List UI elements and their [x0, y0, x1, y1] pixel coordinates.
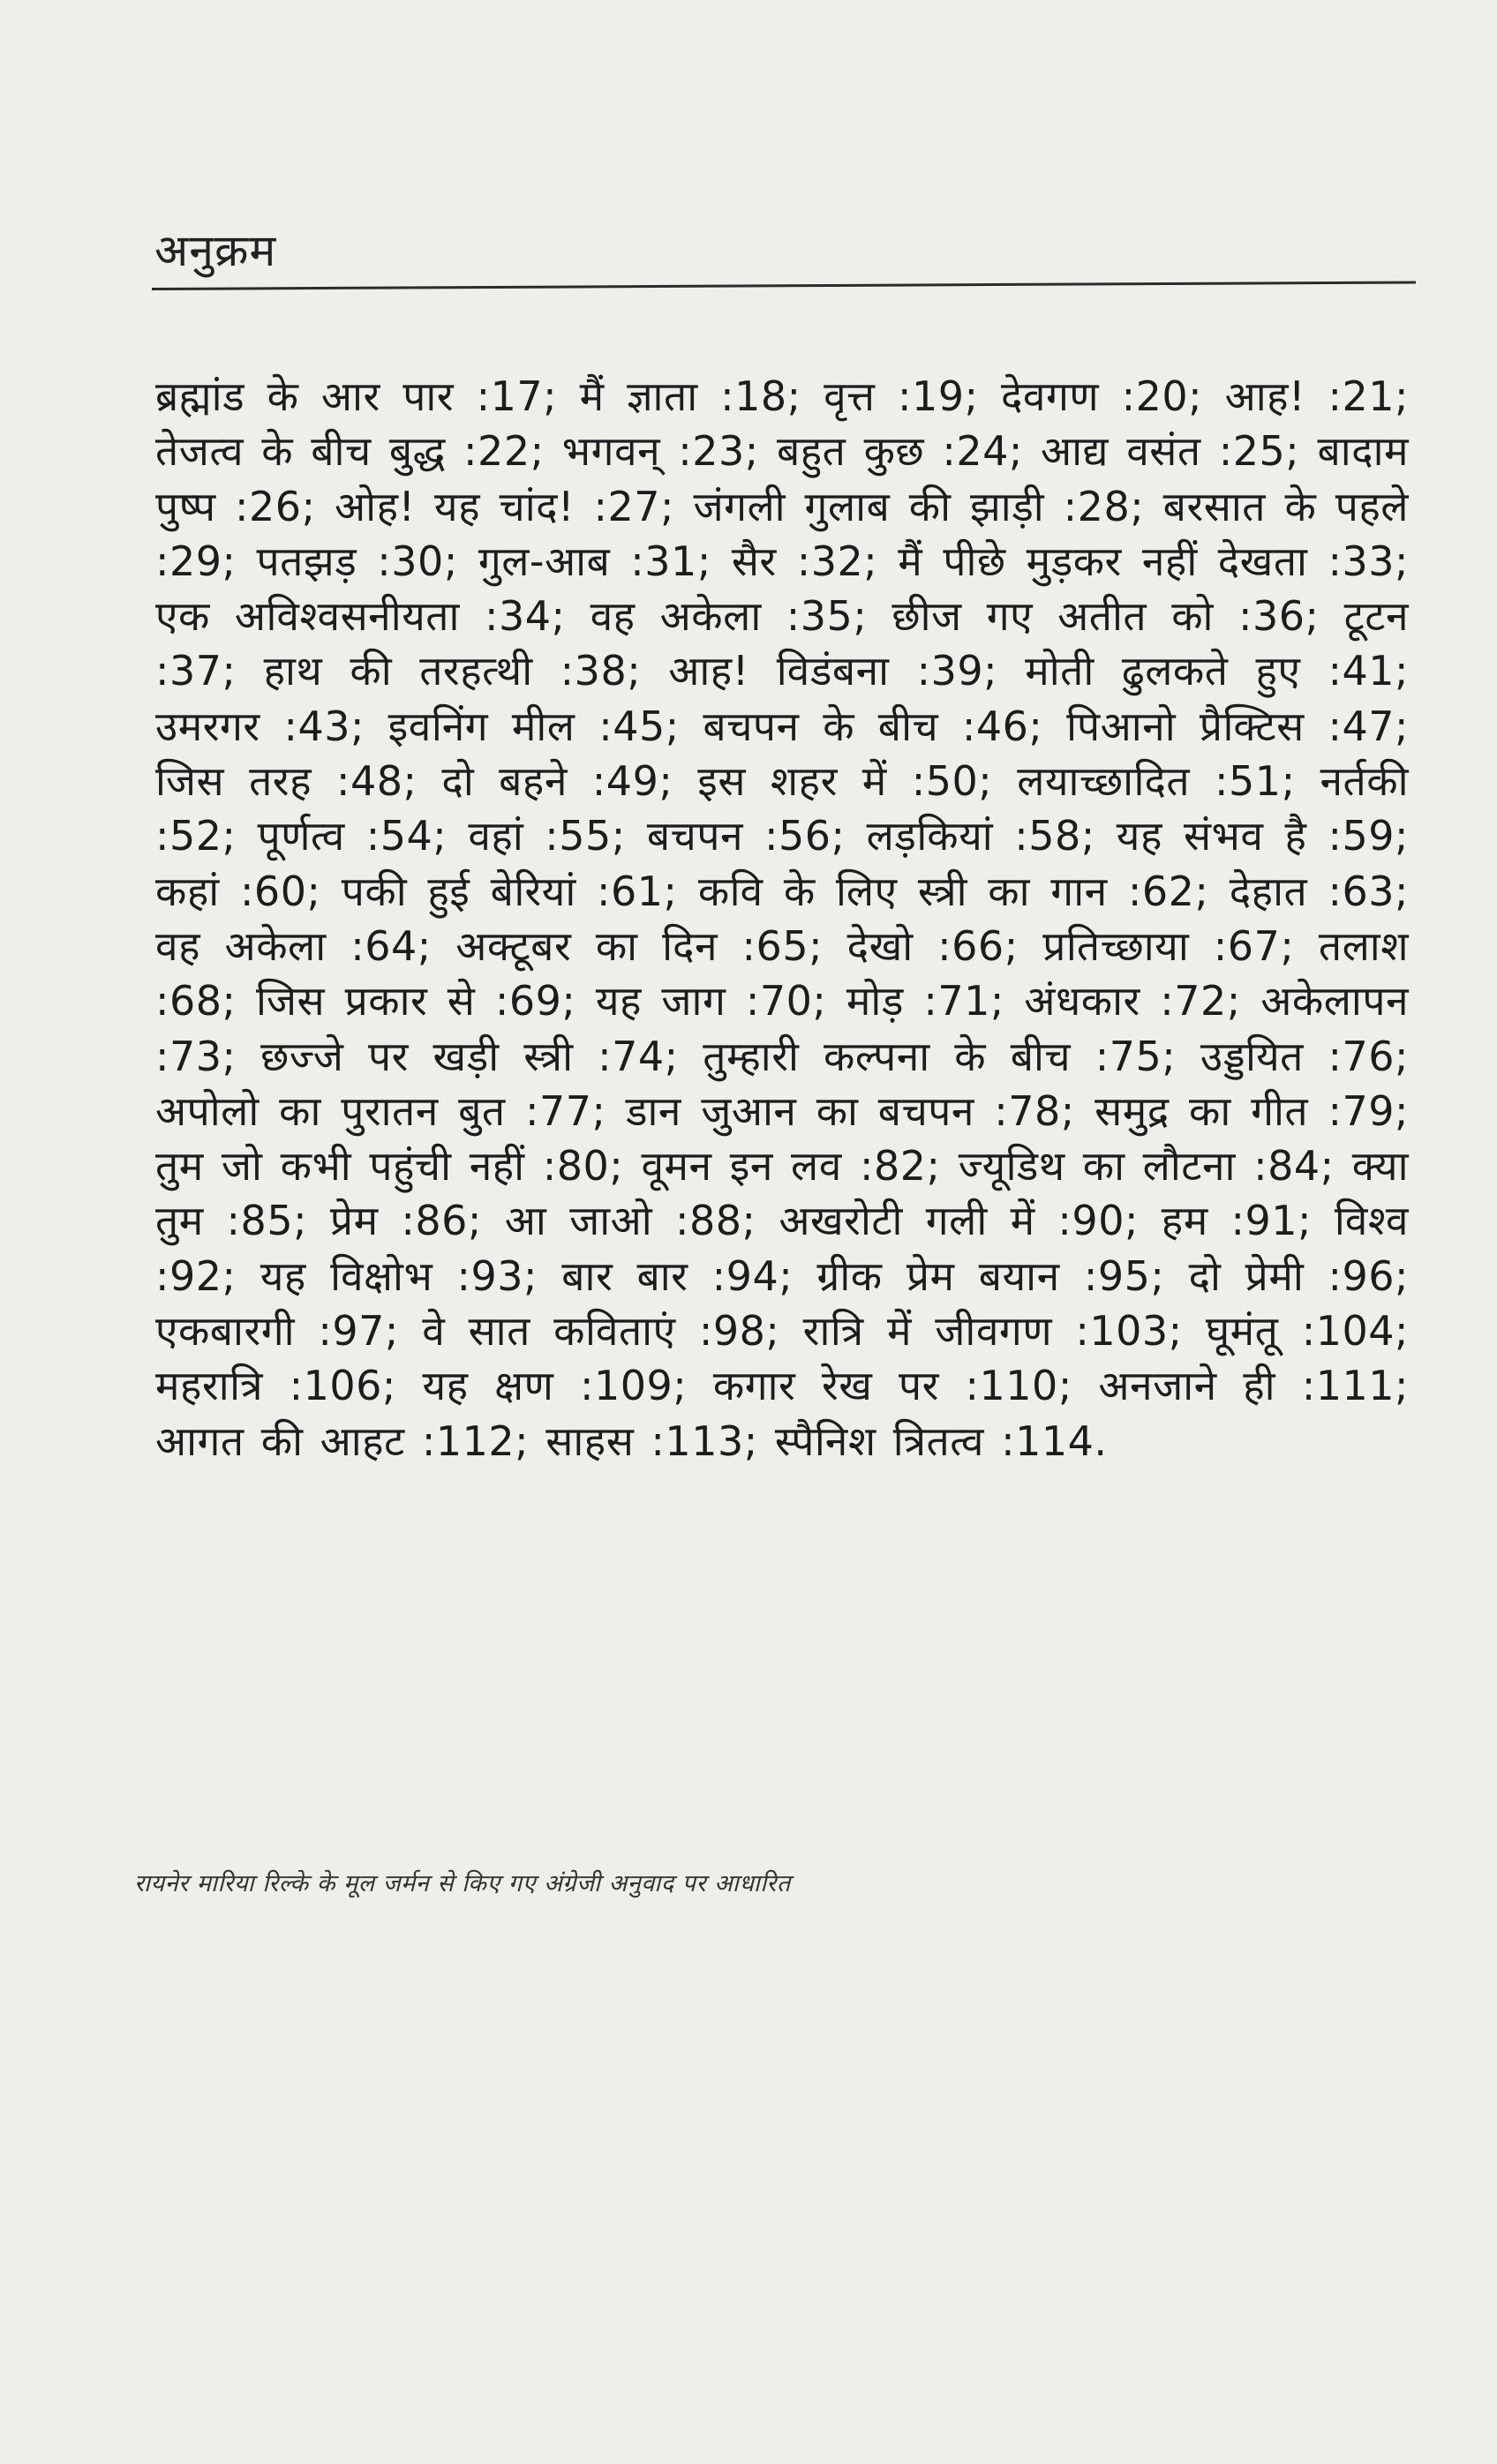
- contents-paragraph: ब्रह्मांड के आर पार :17; मैं ज्ञाता :18; वृत्त :19; देवगण :20; आह! :21; तेजत्व के बीच बुद्ध :22; भगवन् :23; बहुत कुछ :24; आद्य वसंत :25; बादाम पुष्प :26; ओह! यह चांद! :27; जंगली गुलाब की झाड़ी :28; बरसात के पहले :29; पतझड़ :30; गुल-आब :31; सैर :32; मैं पीछे मुड़कर नहीं देखता :33; एक अविश्वसनीयता :34; वह अकेला :35; छीज गए अतीत को :36; टूटन :37; हाथ की तरहत्थी :38; आह! विडंबना :39; मोती ढुलकते हुए :41; उमरगर :43; इवनिंग मील :45; बचपन के बीच :46; पिआनो प्रैक्टिस :47; जिस तरह :48; दो बहने :49; इस शहर में :50; लयाच्छादित :51; नर्तकी :52; पूर्णत्व :54; वहां :55; बचपन :56; लड़कियां :58; यह संभव है :59; कहां :60; पकी हुई बेरियां :61; कवि के लिए स्त्री का गान :62; देहात :63; वह अकेला :64; अक्टूबर का दिन :65; देखो :66; प्रतिच्छाया :67; तलाश :68; जिस प्रकार से :69; यह जाग :70; मोड़ :71; अंधकार :72; अकेलापन :73; छज्जे पर खड़ी स्त्री :74; तुम्हारी कल्पना के बीच :75; उड्डयित :76; अपोलो का पुरातन बुत :77; डान जुआन का बचपन :78; समुद्र का गीत :79; तुम जो कभी पहुंची नहीं :80; वूमन इन लव :82; ज्यूडिथ का लौटना :84; क्या तुम :85; प्रेम :86; आ जाओ :88; अखरोटी गली में :90; हम :91; विश्व :92; यह विक्षोभ :93; बार बार :94; ग्रीक प्रेम बयान :95; दो प्रेमी :96; एकबारगी :97; वे सात कविताएं :98; रात्रि में जीवगण :103; घूमंतू :104; महरात्रि :106; यह क्षण :109; कगार रेख पर :110; अनजाने ही :111; आगत की आहट :112; साहस :113; स्पैनिश त्रितत्व :114.: [155, 372, 1409, 1465]
- heading-rule: [152, 282, 1416, 290]
- page-heading: अनुक्रम: [154, 225, 277, 276]
- translation-footnote: रायनेर मारिया रिल्के के मूल जर्मन से किए गए अंग्रेजी अनुवाद पर आधारित: [134, 1870, 791, 1897]
